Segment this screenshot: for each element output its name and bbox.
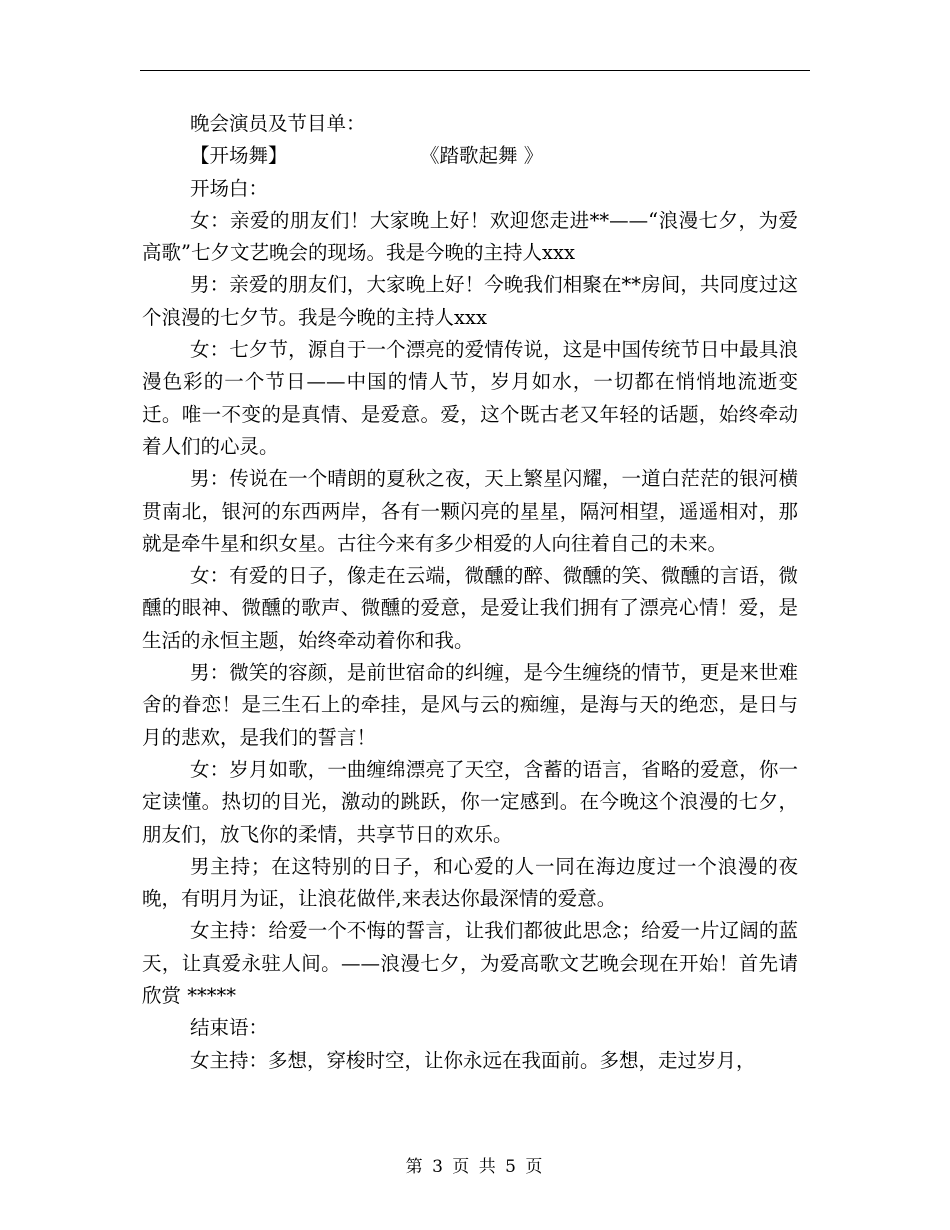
opening-dance-title: 《踏歌起舞 》 [420,144,544,168]
paragraph: 女主持：给爱一个不悔的誓言，让我们都彼此思念；给爱一片辽阔的蓝天，让真爱永驻人间。——浪漫七夕，为爱高歌文艺晚会现在开始！首先请欣赏 ***** [142,919,798,1008]
paragraph: 女主持：多想，穿梭时空，让你永远在我面前。多想，走过岁月， [190,1048,756,1072]
paragraph: 结束语： [190,1016,269,1040]
opening-dance-label: 【开场舞】 [190,144,288,168]
paragraph: 女：亲爱的朋友们！大家晚上好！欢迎您走进**——“浪漫七夕，为爱高歌”七夕文艺晚会的现场。我是今晚的主持人xxx [142,208,798,265]
opening-dance-row [142,140,798,172]
paragraph: 男主持；在这特别的日子，和心爱的人一同在海边度过一个浪漫的夜晚，有明月为证，让浪花做伴,来表达你最深情的爱意。 [142,854,798,911]
paragraph: 男：传说在一个晴朗的夏秋之夜，天上繁星闪耀，一道白茫茫的银河横贯南北，银河的东西两岸，各有一颗闪亮的星星，隔河相望，遥遥相对，那就是牵牛星和织女星。古往今来有多少相爱的人向往着自己的未来。 [142,467,798,555]
paragraph: 开场白： [190,176,269,200]
header-rule [140,70,810,71]
paragraph: 男：亲爱的朋友们，大家晚上好！今晚我们相聚在**房间，共同度过这个浪漫的七夕节。我是今晚的主持人xxx [142,273,798,329]
document-body [142,108,798,1077]
paragraph: 女：七夕节，源自于一个漂亮的爱情传说，这是中国传统节日中最具浪漫色彩的一个节日——中国的情人节，岁月如水，一切都在悄悄地流逝变迁。唯一不变的是真情、是爱意。爱，这个既古老又年轻的话题，始终牵动着人们的心灵。 [142,338,798,458]
paragraph: 女：岁月如歌，一曲缠绵漂亮了天空，含蓄的语言，省略的爱意，你一定读懂。热切的目光，激动的跳跃，你一定感到。在今晚这个浪漫的七夕，朋友们，放飞你的柔情，共享节日的欢乐。 [142,757,798,846]
program-heading: 晚会演员及节目单： [190,112,366,135]
page-number-footer: 第 3 页 共 5 页 [405,1157,545,1177]
paragraph: 女：有爱的日子，像走在云端，微醺的醉、微醺的笑、微醺的言语，微醺的眼神、微醺的歌声、微醺的爱意，是爱让我们拥有了漂亮心情！爱，是生活的永恒主题，始终牵动着你和我。 [142,564,798,652]
paragraph: 男：微笑的容颜，是前世宿命的纠缠，是今生缠绕的情节，更是来世难舍的眷恋！是三生石上的牵挂，是风与云的痴缠，是海与天的绝恋，是日与月的悲欢，是我们的誓言！ [142,661,798,749]
